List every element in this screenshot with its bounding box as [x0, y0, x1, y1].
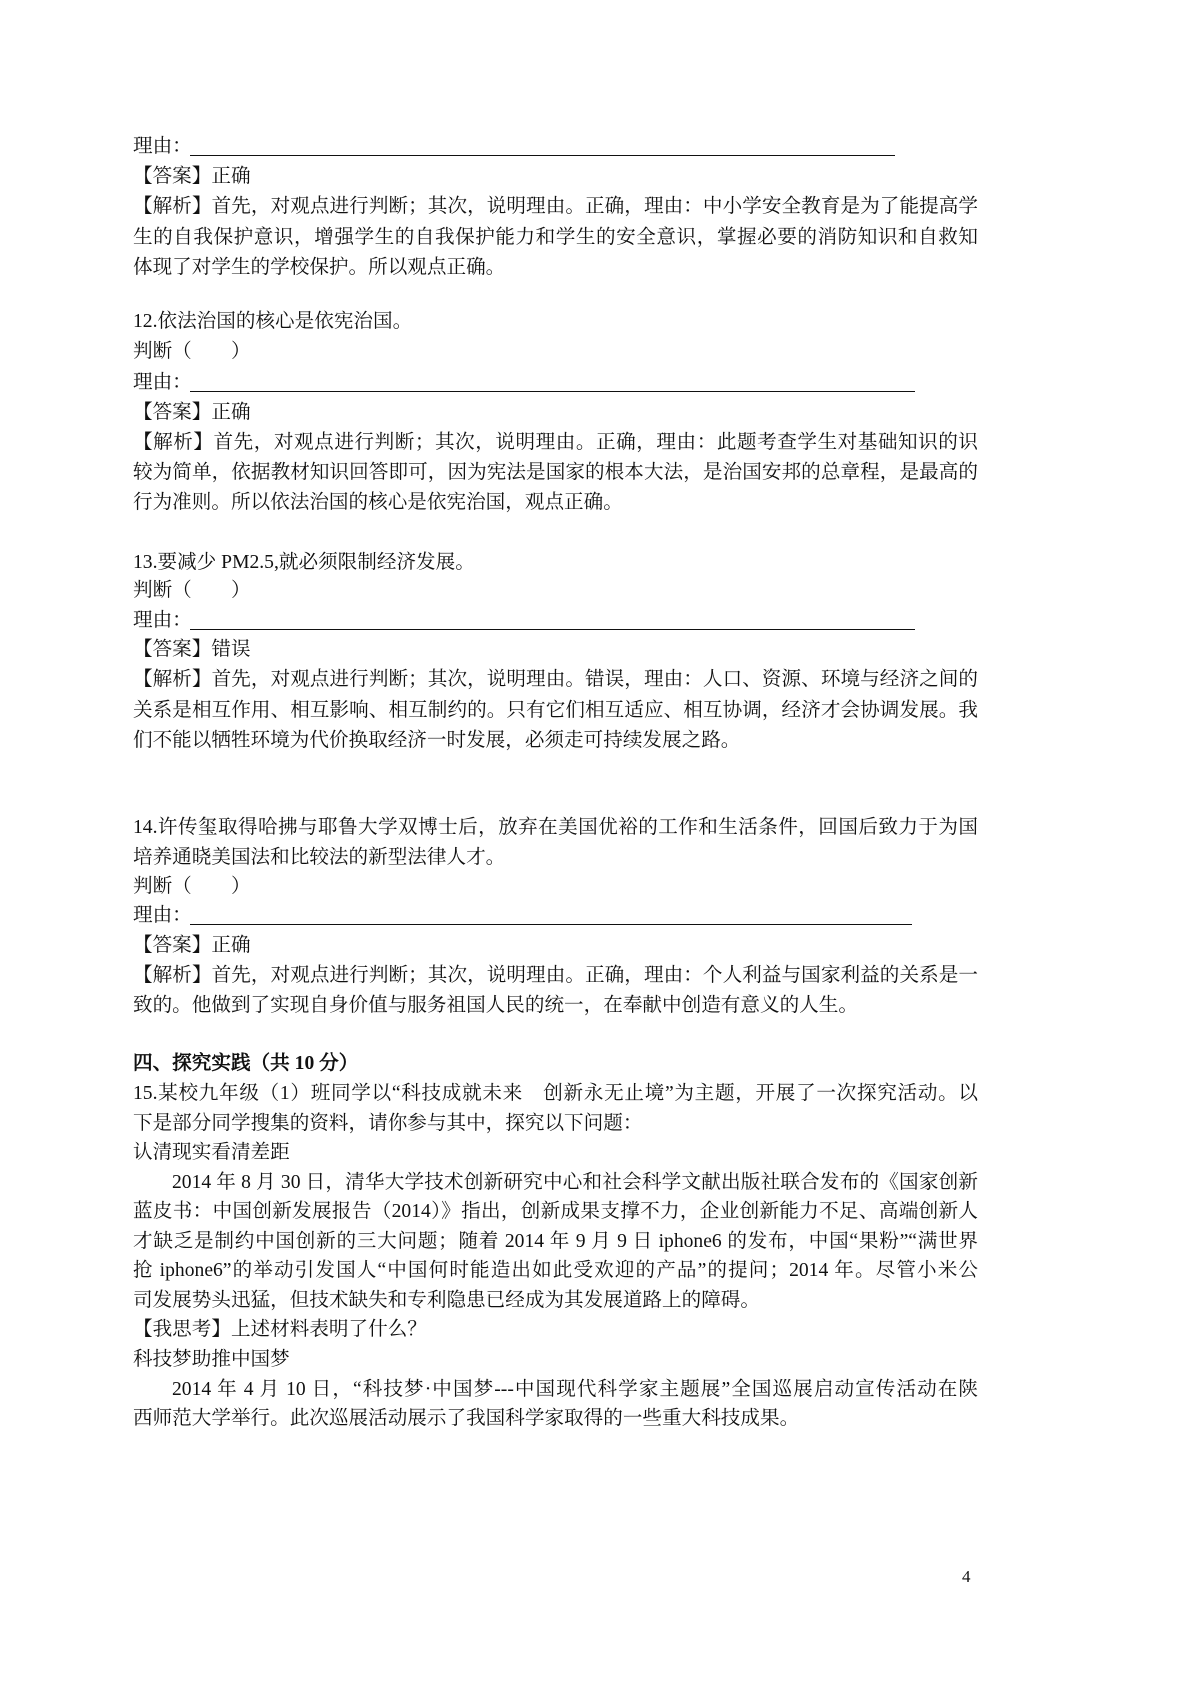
q11-reason-underline	[190, 155, 895, 156]
q15-intro-line: 下是部分同学搜集的资料，请你参与其中，探究以下问题：	[133, 1113, 643, 1134]
q13-analysis-line: 们不能以牺牲环境为代价换取经济一时发展，必须走可持续发展之路。	[133, 730, 741, 751]
q15-subtitle: 认清现实看清差距	[133, 1142, 290, 1163]
q12-stem: 12.依法治国的核心是依宪治国。	[133, 311, 413, 332]
q14-stem-line: 14.许传玺取得哈拂与耶鲁大学双博士后，放弃在美国优裕的工作和生活条件，回国后致力于为国	[133, 817, 978, 838]
q15-subtitle: 科技梦助推中国梦	[133, 1349, 290, 1370]
q12-answer: 【答案】正确	[133, 402, 251, 423]
q15-material-line: 蓝皮书：中国创新发展报告（2014）》指出，创新成果支撑不力，企业创新能力不足、高端创新人	[133, 1201, 978, 1222]
q13-analysis-line: 关系是相互作用、相互影响、相互制约的。只有它们相互适应、相互协调，经济才会协调发展。我	[133, 700, 978, 721]
q13-reason-underline	[190, 629, 915, 630]
q13-stem: 13.要减少 PM2.5,就必须限制经济发展。	[133, 552, 475, 573]
q15-material-line: 2014 年 8 月 30 日，清华大学技术创新研究中心和社会科学文献出版社联合发布的《国家创新	[172, 1172, 978, 1193]
q14-answer: 【答案】正确	[133, 935, 251, 956]
q14-judge: 判断（ ）	[133, 876, 251, 897]
q15-material-line: 西师范大学举行。此次巡展活动展示了我国科学家取得的一些重大科技成果。	[133, 1408, 800, 1429]
q12-reason-underline	[190, 391, 915, 392]
q12-analysis-line: 【解析】首先，对观点进行判断；其次，说明理由。正确，理由：此题考查学生对基础知识的识	[133, 432, 978, 453]
q14-analysis-line: 致的。他做到了实现自身价值与服务祖国人民的统一，在奉献中创造有意义的人生。	[133, 995, 858, 1016]
q15-think-prompt: 【我思考】上述材料表明了什么？	[133, 1319, 427, 1340]
q15-material-line: 才缺乏是制约中国创新的三大问题；随着 2014 年 9 月 9 日 iphone6 的发布，中国“果粉”“满世界	[133, 1231, 978, 1252]
q15-intro-line: 15.某校九年级（1）班同学以“科技成就未来 创新永无止境”为主题，开展了一次探究活动。以	[133, 1083, 978, 1104]
q13-answer: 【答案】错误	[133, 639, 251, 660]
page-number: 4	[962, 1567, 971, 1586]
q13-reason-label: 理由：	[133, 610, 192, 631]
q12-analysis-line: 较为简单，依据教材知识回答即可，因为宪法是国家的根本大法，是治国安邦的总章程，是最高的	[133, 462, 978, 483]
q12-reason-label: 理由：	[133, 372, 192, 393]
q15-material-line: 2014 年 4 月 10 日，“科技梦·中国梦---中国现代科学家主题展”全国巡展启动宣传活动在陕	[172, 1379, 978, 1400]
section-heading: 四、探究实践（共 10 分）	[133, 1053, 359, 1074]
q11-answer: 【答案】正确	[133, 166, 251, 187]
q15-material-line: 司发展势头迅猛，但技术缺失和专利隐患已经成为其发展道路上的障碍。	[133, 1290, 760, 1311]
q12-analysis-line: 行为准则。所以依法治国的核心是依宪治国，观点正确。	[133, 492, 623, 513]
q12-judge: 判断（ ）	[133, 341, 251, 362]
q14-analysis-line: 【解析】首先，对观点进行判断；其次，说明理由。正确，理由：个人利益与国家利益的关系是一	[133, 965, 978, 986]
q15-material-line: 抢 iphone6”的举动引发国人“中国何时能造出如此受欢迎的产品”的提问；2014 年。尽管小米公	[133, 1260, 978, 1281]
q11-analysis-line: 【解析】首先，对观点进行判断；其次，说明理由。正确，理由：中小学安全教育是为了能提高学	[133, 196, 978, 217]
q14-stem-line: 培养通晓美国法和比较法的新型法律人才。	[133, 847, 506, 868]
q13-judge: 判断（ ）	[133, 580, 251, 601]
q11-analysis-line: 体现了对学生的学校保护。所以观点正确。	[133, 257, 506, 278]
q14-reason-label: 理由：	[133, 905, 192, 926]
q13-analysis-line: 【解析】首先，对观点进行判断；其次，说明理由。错误，理由：人口、资源、环境与经济之间的	[133, 669, 978, 690]
q14-reason-underline	[190, 924, 912, 925]
q11-reason-label: 理由：	[133, 136, 192, 157]
q11-analysis-line: 生的自我保护意识，增强学生的自我保护能力和学生的安全意识，掌握必要的消防知识和自救知	[133, 227, 978, 248]
